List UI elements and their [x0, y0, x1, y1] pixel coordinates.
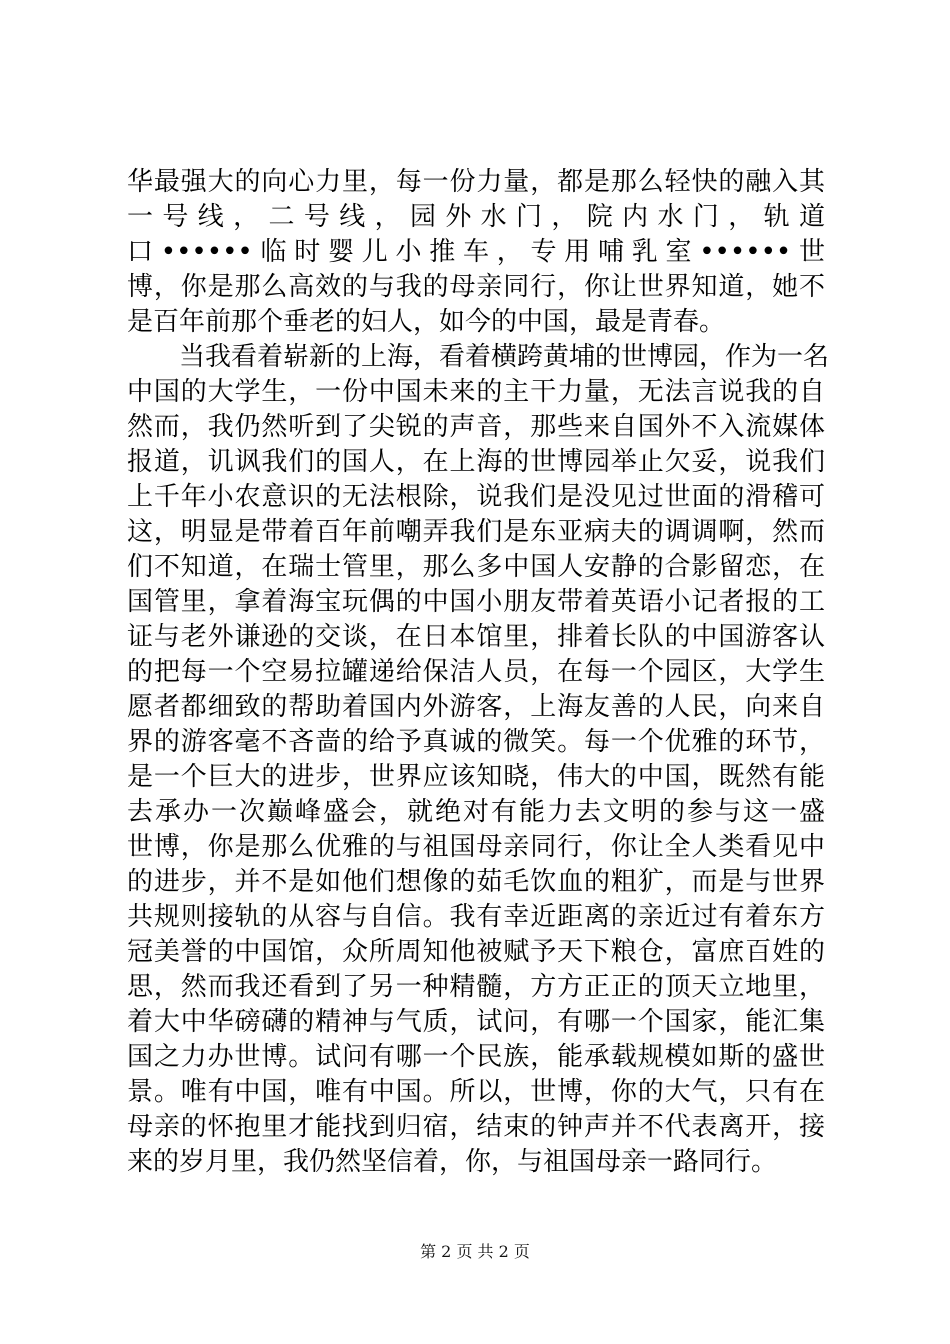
- text-line: 母亲的怀抱里才能找到归宿，结束的钟声并不代表离开，接: [127, 1112, 825, 1142]
- text-line: 来的岁月里，我仍然坚信着，你，与祖国母亲一路同行。: [127, 1147, 778, 1177]
- text-line: 思，然而我还看到了另一种精髓，方方正正的顶天立地里，: [127, 972, 825, 1002]
- text-line: 一 号 线 ， 二 号 线 ， 园 外 水 门 ， 院 内 水 门 ， 轨 道: [127, 202, 825, 232]
- text-line: 是一个巨大的进步，世界应该知晓，伟大的中国，既然有能: [127, 762, 825, 792]
- text-line: 们不知道，在瑞士管里，那么多中国人安静的合影留恋，在: [127, 552, 825, 582]
- text-line: 上千年小农意识的无法根除，说我们是没见过世面的滑稽可: [127, 482, 825, 512]
- text-line: 然而，我仍然听到了尖锐的声音，那些来自国外不入流媒体: [127, 412, 825, 442]
- text-line: 博，你是那么高效的与我的母亲同行，你让世界知道，她不: [127, 272, 825, 302]
- text-line: 是百年前那个垂老的妇人，如今的中国，最是青春。: [127, 307, 726, 337]
- text-line: 口••••••临时婴儿小推车，专用哺乳室••••••世: [127, 237, 825, 267]
- text-line: 共规则接轨的从容与自信。我有幸近距离的亲近过有着东方: [127, 902, 825, 932]
- text-line: 国管里，拿着海宝玩偶的中国小朋友带着英语小记者报的工: [127, 587, 825, 617]
- text-line: 的把每一个空易拉罐递给保洁人员，在每一个园区，大学生: [127, 657, 825, 687]
- text-line: 证与老外谦逊的交谈，在日本馆里，排着长队的中国游客认: [127, 622, 825, 652]
- text-line: 去承办一次巅峰盛会，就绝对有能力去文明的参与这一盛: [127, 797, 825, 827]
- text-line: 华最强大的向心力里，每一份力量，都是那么轻快的融入其: [127, 167, 825, 197]
- text-line: 报道，讥讽我们的国人，在上海的世博园举止欠妥，说我们: [127, 447, 825, 477]
- page-number-footer: 第 2 页 共 2 页: [420, 1242, 530, 1261]
- text-line: 世博，你是那么优雅的与祖国母亲同行，你让全人类看见中: [127, 832, 825, 862]
- body-text: [127, 165, 830, 1180]
- text-line: 的进步，并不是如他们想像的茹毛饮血的粗犷，而是与世界: [127, 867, 825, 897]
- text-line: 界的游客毫不吝啬的给予真诚的微笑。每一个优雅的环节，: [127, 727, 825, 757]
- text-line: 景。唯有中国，唯有中国。所以，世博，你的大气，只有在: [127, 1077, 825, 1107]
- text-line: 冠美誉的中国馆，众所周知他被赋予天下粮仓，富庶百姓的: [127, 937, 825, 967]
- text-line: 着大中华磅礴的精神与气质，试问，有哪一个国家，能汇集: [127, 1007, 825, 1037]
- text-line: 中国的大学生，一份中国未来的主干力量，无法言说我的自: [127, 377, 825, 407]
- text-line: 这，明显是带着百年前嘲弄我们是东亚病夫的调调啊，然而: [127, 517, 825, 547]
- text-line: 愿者都细致的帮助着国内外游客，上海友善的人民，向来自: [127, 692, 825, 722]
- paragraph-first-line: 当我看着崭新的上海，看着横跨黄埔的世博园，作为一名: [179, 342, 830, 372]
- text-line: 国之力办世博。试问有哪一个民族，能承载规模如斯的盛世: [127, 1042, 825, 1072]
